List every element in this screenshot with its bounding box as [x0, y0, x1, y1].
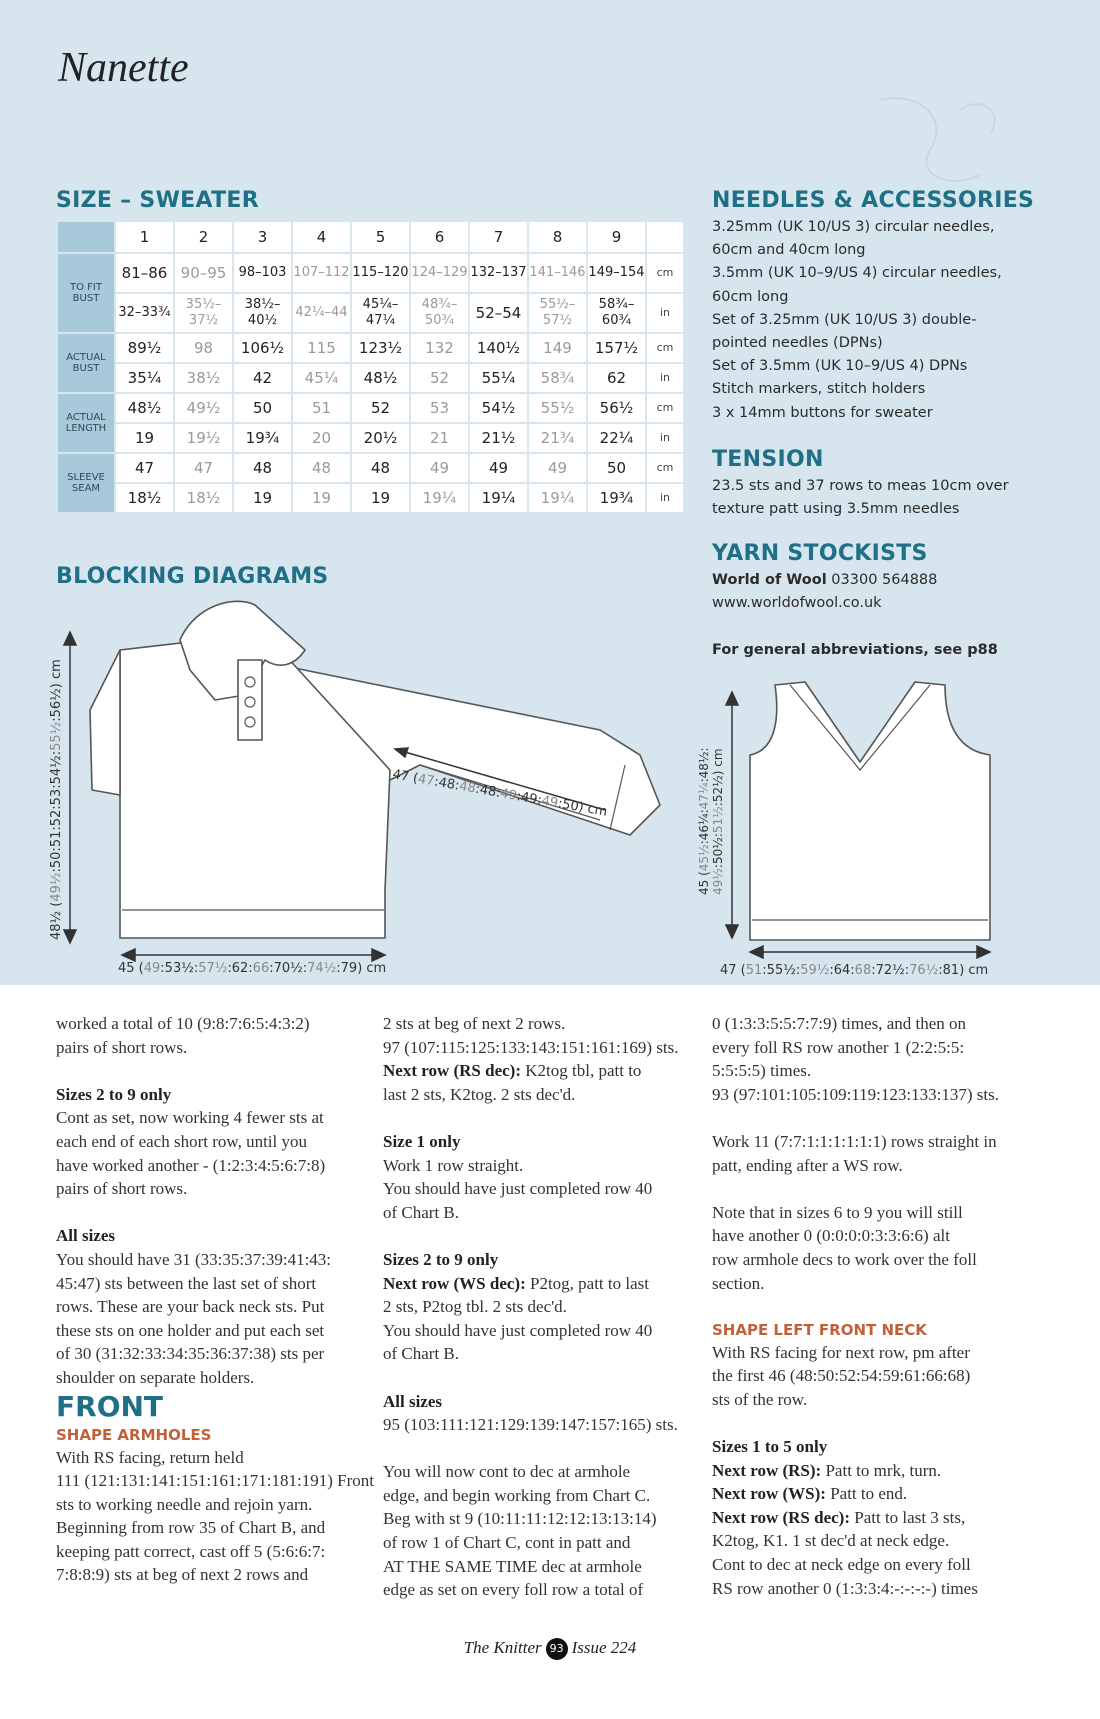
instruction-line — [56, 1036, 374, 1060]
instruction-line — [56, 1295, 374, 1319]
instruction-line — [712, 1506, 999, 1530]
table-cell: 48 — [233, 453, 292, 483]
needles-line: 60cm and 40cm long — [712, 242, 866, 259]
instruction-line — [383, 1484, 678, 1508]
table-cell: 49 — [469, 453, 528, 483]
section-subheading: All sizes — [383, 1391, 443, 1411]
yarn-heading: YARN STOCKISTS — [712, 541, 928, 566]
instruction-line — [712, 1012, 999, 1036]
table-row — [57, 453, 684, 483]
size-number: 6 — [410, 221, 469, 253]
table-cell: 98–103 — [233, 253, 292, 293]
instruction-line — [56, 1563, 374, 1587]
text-run: rows. These are your back neck sts. Put — [56, 1297, 325, 1317]
table-cell: 90–95 — [174, 253, 233, 293]
text-run: You should have 31 ( — [56, 1249, 201, 1269]
table-cell: 115 — [292, 333, 351, 363]
section-subheading: Sizes 2 to 9 only — [383, 1249, 499, 1269]
text-run: row armhole decs to work over the foll — [712, 1249, 977, 1269]
instruction-line — [712, 1529, 999, 1553]
text-run: Cont to dec at neck edge on every foll — [712, 1555, 971, 1575]
text-run: patt, ending after a WS row. — [712, 1155, 903, 1175]
instruction-line — [383, 1555, 678, 1579]
table-cell: 32–33¾ — [115, 293, 174, 333]
table-row — [57, 483, 684, 513]
instruction-line — [383, 1083, 678, 1107]
pattern-column-1 — [56, 1012, 374, 1587]
instruction-line — [712, 1388, 999, 1412]
text-run: shoulder on separate holders. — [56, 1367, 255, 1387]
text-run: Next row (RS dec): — [383, 1061, 526, 1081]
table-cell: 38½ — [174, 363, 233, 393]
instruction-line — [383, 1059, 678, 1083]
text-run: edge, and begin working from Chart C. — [383, 1485, 651, 1505]
table-cell: 140½ — [469, 333, 528, 363]
table-cell: 18½ — [174, 483, 233, 513]
instruction-line — [383, 1154, 678, 1178]
sweater-length-label: 48½ (49½:50:51:52:53:54½:55½:56½) cm — [49, 659, 64, 940]
table-cell: 81–86 — [115, 253, 174, 293]
text-run: 2 sts, P2tog tbl. 2 sts dec'd. — [383, 1297, 567, 1317]
needles-line: 3.25mm (UK 10/US 3) circular needles, — [712, 219, 995, 235]
text-run: worked a total of 10 ( — [56, 1014, 203, 1033]
table-cell: 19¼ — [410, 483, 469, 513]
instruction-line — [383, 1342, 678, 1366]
section-subheading: Sizes 2 to 9 only — [56, 1084, 172, 1104]
text-run: 95 (103:111:121:129:139:147:157:165) sts. — [383, 1415, 678, 1435]
paragraph-gap — [712, 1106, 999, 1130]
needles-line: 3.5mm (UK 10–9/US 4) circular needles, — [712, 265, 1002, 282]
table-row — [57, 253, 684, 293]
instruction-line — [56, 1248, 374, 1272]
table-cell: 48½ — [351, 363, 410, 393]
text-run: pairs of short rows. — [56, 1037, 188, 1057]
table-cell: 38½–40½ — [233, 293, 292, 333]
unit-cell: cm — [646, 333, 684, 363]
unit-cell: in — [646, 483, 684, 513]
instruction-line — [383, 1507, 678, 1531]
paragraph-gap — [383, 1106, 678, 1130]
tension-heading: TENSION — [712, 447, 824, 472]
vest-body — [750, 682, 990, 940]
text-run: 2 sts at beg of next 2 rows. — [383, 1014, 566, 1033]
table-row — [57, 393, 684, 423]
table-cell: 19 — [292, 483, 351, 513]
table-cell: 141–146 — [528, 253, 587, 293]
instruction-line — [383, 1201, 678, 1225]
text-run: 33 — [200, 1249, 218, 1269]
instruction-line — [712, 1224, 999, 1248]
table-cell: 48 — [351, 453, 410, 483]
table-cell: 98 — [174, 333, 233, 363]
text-run: pairs of short rows. — [56, 1179, 188, 1199]
measurement-label: ACTUAL LENGTH — [57, 393, 115, 453]
text-run: of Chart B. — [383, 1344, 460, 1364]
text-run: 111 (121:131:141:151:161:171:181:191) Front — [56, 1471, 374, 1491]
vest-length-label-2: 49½:50½:51½:52½) cm — [711, 748, 725, 895]
sweater-width-label: 45 (49:53½:57½:62:66:70½:74½:79) cm — [118, 961, 387, 976]
instruction-line — [383, 1177, 678, 1201]
text-run: 0 (1:3:3:5:5:7:7:9) times, and then on — [712, 1014, 967, 1033]
tension-line: texture patt using 3.5mm needles — [712, 501, 960, 518]
instruction-line — [712, 1341, 999, 1365]
sweater-left-sleeve — [90, 650, 120, 795]
instruction-line — [383, 1272, 678, 1296]
table-cell: 52 — [410, 363, 469, 393]
text-run: every foll RS row another 1 (2:2:5:5: — [712, 1037, 965, 1057]
text-run: of 30 ( — [56, 1344, 102, 1364]
paragraph-gap — [383, 1366, 678, 1390]
yarn-url[interactable]: www.worldofwool.co.uk — [712, 595, 882, 612]
instruction-line — [383, 1319, 678, 1343]
table-cell: 42 — [233, 363, 292, 393]
yarn-supplier-name: World of Wool — [712, 572, 827, 588]
needles-heading: NEEDLES & ACCESSORIES — [712, 188, 1035, 213]
table-cell: 115–120 — [351, 253, 410, 293]
needles-line: Set of 3.25mm (UK 10/US 3) double- — [712, 311, 977, 328]
instruction-line — [712, 1201, 999, 1225]
table-cell: 22¼ — [587, 423, 646, 453]
table-cell: 48¾–50¾ — [410, 293, 469, 333]
measurement-label: ACTUAL BUST — [57, 333, 115, 393]
text-run: 6 — [242, 1014, 251, 1033]
table-cell: 21½ — [469, 423, 528, 453]
shaping-heading: SHAPE LEFT FRONT NECK — [712, 1320, 927, 1339]
table-cell: 51 — [292, 393, 351, 423]
size-header-row — [57, 221, 684, 253]
instruction-line — [712, 1083, 999, 1107]
size-heading: SIZE – SWEATER — [56, 188, 259, 213]
text-run: Work 1 row straight. — [383, 1155, 524, 1175]
paragraph-gap — [712, 1295, 999, 1319]
table-cell: 47 — [174, 453, 233, 483]
text-run: :8:7: — [211, 1014, 243, 1033]
instruction-line — [56, 1319, 374, 1343]
instruction-line — [56, 1177, 374, 1201]
text-run: RS row another 0 (1:3:3:4:-:-:-:-) times — [712, 1578, 978, 1598]
text-run: 97 (107:115:125:133:143:151:161:169) sts. — [383, 1037, 679, 1057]
instruction-line — [56, 1366, 374, 1390]
table-cell: 49 — [528, 453, 587, 483]
vest-diagram — [690, 670, 1000, 980]
text-run: (1:2:3:4:5:6:7:8) — [212, 1155, 326, 1175]
text-run: K2tog tbl, patt to — [525, 1061, 642, 1081]
table-cell: 50 — [233, 393, 292, 423]
table-corner — [57, 221, 115, 253]
instruction-line — [56, 1130, 374, 1154]
table-row — [57, 293, 684, 333]
table-cell: 56½ — [587, 393, 646, 423]
text-run: You will now cont to dec at armhole — [383, 1462, 631, 1482]
table-cell: 89½ — [115, 333, 174, 363]
text-run: Patt to mrk, turn. — [825, 1460, 942, 1480]
size-number: 4 — [292, 221, 351, 253]
table-cell: 149–154 — [587, 253, 646, 293]
text-run: You should have just completed row 40 — [383, 1320, 653, 1340]
instruction-line — [383, 1460, 678, 1484]
instruction-line — [383, 1531, 678, 1555]
instruction-line — [56, 1516, 374, 1540]
measurement-label: TO FIT BUST — [57, 253, 115, 333]
table-cell: 58¾ — [528, 363, 587, 393]
table-cell: 35½–37½ — [174, 293, 233, 333]
table-cell: 19 — [115, 423, 174, 453]
text-run: Next row (RS): — [712, 1460, 826, 1480]
size-number: 2 — [174, 221, 233, 253]
instruction-line — [712, 1272, 999, 1296]
text-run: the first 46 (48:50:52:54:59:61:66:68) — [712, 1366, 971, 1386]
page-number: 93 — [546, 1638, 568, 1660]
text-run: Beginning from row 35 of Chart B, and — [56, 1518, 326, 1538]
text-run: 31 — [101, 1344, 119, 1364]
size-number: 8 — [528, 221, 587, 253]
instruction-line — [56, 1154, 374, 1178]
text-run: 93 (97:101:105:109:119:123:133:137) sts. — [712, 1084, 999, 1104]
blocking-heading: BLOCKING DIAGRAMS — [56, 564, 329, 589]
unit-cell: in — [646, 423, 684, 453]
table-cell: 47 — [115, 453, 174, 483]
size-table — [56, 220, 685, 514]
instruction-line — [712, 1036, 999, 1060]
table-cell: 19¾ — [233, 423, 292, 453]
table-cell: 49 — [410, 453, 469, 483]
instruction-line — [712, 1553, 999, 1577]
size-number: 5 — [351, 221, 410, 253]
paragraph-gap — [383, 1437, 678, 1461]
text-run: sts to working needle and rejoin yarn. — [56, 1494, 313, 1514]
instruction-line — [56, 1446, 374, 1470]
table-cell: 49½ — [174, 393, 233, 423]
pattern-title: Nanette — [58, 45, 189, 91]
text-run: Patt to end. — [830, 1484, 908, 1504]
text-run: last 2 sts, K2tog. 2 sts dec'd. — [383, 1084, 576, 1104]
text-run: of row 1 of Chart C, cont in patt and — [383, 1533, 631, 1553]
unit-cell: in — [646, 293, 684, 333]
section-subheading: All sizes — [56, 1226, 116, 1246]
table-cell: 132–137 — [469, 253, 528, 293]
page-footer — [0, 1638, 1100, 1660]
text-run: 7:8:8:9) sts at beg of next 2 rows and — [56, 1565, 309, 1585]
instruction-line — [712, 1248, 999, 1272]
needles-line: 3 x 14mm buttons for sweater — [712, 404, 933, 421]
text-run: each end of each short row, until you — [56, 1131, 307, 1151]
measurement-label: SLEEVE SEAM — [57, 453, 115, 513]
text-run: :47) sts between the last set of short — [73, 1273, 317, 1293]
table-row — [57, 333, 684, 363]
table-cell: 50 — [587, 453, 646, 483]
instruction-line — [712, 1154, 999, 1178]
table-cell: 54½ — [469, 393, 528, 423]
unit-cell: in — [646, 363, 684, 393]
size-number: 1 — [115, 221, 174, 253]
instruction-line — [383, 1578, 678, 1602]
instruction-line — [56, 1493, 374, 1517]
text-run: - — [202, 1155, 213, 1175]
text-run: Work 11 (7:7:1:1:1:1:1:1) rows straight in — [712, 1131, 997, 1151]
tension-line: 23.5 sts and 37 rows to meas 10cm over — [712, 478, 1009, 494]
text-run: :5:4:3:2) — [251, 1014, 310, 1033]
table-cell: 149 — [528, 333, 587, 363]
instruction-line — [56, 1540, 374, 1564]
abbreviations-note: For general abbreviations, see p88 — [712, 642, 998, 658]
instruction-line — [383, 1295, 678, 1319]
text-run: With RS facing, return held — [56, 1447, 244, 1467]
table-cell: 19¼ — [469, 483, 528, 513]
section-heading-front: FRONT — [56, 1389, 164, 1423]
instruction-line — [712, 1130, 999, 1154]
yarn-phone: 03300 564888 — [826, 572, 938, 588]
table-cell: 55¼ — [469, 363, 528, 393]
table-cell: 123½ — [351, 333, 410, 363]
paragraph-gap — [712, 1177, 999, 1201]
needles-line: 60cm long — [712, 288, 789, 305]
size-number: 7 — [469, 221, 528, 253]
table-cell: 19¾ — [587, 483, 646, 513]
instruction-line — [56, 1012, 374, 1036]
text-run: 9 — [202, 1014, 212, 1033]
text-run: Patt to last 3 sts, — [854, 1507, 966, 1527]
table-cell: 53 — [410, 393, 469, 423]
text-run: have another 0 (0:0:0:0:3:3:6:6) alt — [712, 1226, 950, 1246]
instruction-line — [712, 1482, 999, 1506]
table-cell: 45¼–47¼ — [351, 293, 410, 333]
table-cell: 20 — [292, 423, 351, 453]
text-run: :35:37:39:41:43: — [217, 1249, 332, 1269]
section-subheading: Sizes 1 to 5 only — [712, 1437, 828, 1457]
unit-cell: cm — [646, 253, 684, 293]
instruction-line — [712, 1059, 999, 1083]
unit-cell: cm — [646, 453, 684, 483]
magazine-name: The Knitter — [463, 1638, 542, 1657]
unit-cell: cm — [646, 393, 684, 423]
text-run: :32:33:34:35:36:37:38) sts per — [118, 1344, 325, 1364]
table-cell: 42¼–44 — [292, 293, 351, 333]
pattern-column-2 — [383, 1012, 678, 1602]
table-cell: 132 — [410, 333, 469, 363]
table-cell: 52 — [351, 393, 410, 423]
table-cell: 52–54 — [469, 293, 528, 333]
tension-text — [712, 475, 1009, 521]
paragraph-gap — [383, 1224, 678, 1248]
needles-line: Stitch markers, stitch holders — [712, 381, 926, 398]
sweater-placket — [238, 660, 262, 740]
paragraph-gap — [712, 1412, 999, 1436]
table-blank — [646, 221, 684, 253]
table-cell: 35¼ — [115, 363, 174, 393]
paragraph-gap — [56, 1059, 374, 1083]
table-cell: 19 — [233, 483, 292, 513]
text-run: With RS facing for next row, pm after — [712, 1342, 970, 1362]
text-run: section. — [712, 1273, 765, 1293]
instruction-line — [712, 1459, 999, 1483]
table-cell: 48½ — [115, 393, 174, 423]
table-cell: 45¼ — [292, 363, 351, 393]
table-cell: 106½ — [233, 333, 292, 363]
instruction-line — [383, 1036, 678, 1060]
instruction-line — [56, 1469, 374, 1493]
needles-line: pointed needles (DPNs) — [712, 335, 883, 352]
instruction-line — [383, 1413, 678, 1437]
table-cell: 124–129 — [410, 253, 469, 293]
size-number: 3 — [233, 221, 292, 253]
table-cell: 55½–57½ — [528, 293, 587, 333]
text-run: AT THE SAME TIME dec at armhole — [383, 1556, 642, 1576]
text-run: sts of the row. — [712, 1389, 808, 1409]
text-run: keeping patt correct, cast off 5 (5:6:6:7: — [56, 1541, 326, 1561]
text-run: Beg with st 9 (10:11:11:12:12:13:13:14) — [383, 1509, 657, 1529]
vest-width-label: 47 (51:55½:59½:64:68:72½:76½:81) cm — [720, 963, 989, 978]
instruction-line — [383, 1012, 678, 1036]
text-run: 45 — [56, 1273, 73, 1293]
text-run: these sts on one holder and put each set — [56, 1320, 325, 1340]
sleeve-seam-label: 47 (47:48:48:48:49:49:49:50) cm — [391, 767, 609, 820]
section-subheading: Size 1 only — [383, 1131, 461, 1151]
pattern-column-3 — [712, 1012, 999, 1600]
text-run: Note that in sizes 6 to 9 you will still — [712, 1202, 963, 1222]
text-run: have worked another — [56, 1155, 203, 1175]
text-run: Cont as set, now working 4 fewer sts at — [56, 1108, 324, 1128]
table-cell: 18½ — [115, 483, 174, 513]
table-cell: 19½ — [174, 423, 233, 453]
text-run: 5:5:5:5) times. — [712, 1061, 812, 1081]
table-cell: 58¾–60¾ — [587, 293, 646, 333]
text-run: K2tog, K1. 1 st dec'd at neck edge. — [712, 1531, 950, 1551]
table-cell: 20½ — [351, 423, 410, 453]
table-cell: 157½ — [587, 333, 646, 363]
instruction-line — [712, 1364, 999, 1388]
paragraph-gap — [56, 1201, 374, 1225]
instruction-line — [712, 1577, 999, 1601]
table-cell: 107–112 — [292, 253, 351, 293]
shaping-heading: SHAPE ARMHOLES — [56, 1425, 212, 1444]
issue-number: Issue 224 — [571, 1638, 637, 1657]
size-number: 9 — [587, 221, 646, 253]
yarn-text — [712, 569, 937, 615]
table-cell: 19¼ — [528, 483, 587, 513]
table-cell: 19 — [351, 483, 410, 513]
table-cell: 55½ — [528, 393, 587, 423]
vest-length-label-1: 45 (45½:46¼:47¼:48½: — [697, 747, 711, 895]
sweater-diagram — [0, 590, 700, 990]
table-cell: 21¾ — [528, 423, 587, 453]
table-row — [57, 363, 684, 393]
table-row — [57, 423, 684, 453]
text-run: Next row (RS dec): — [712, 1507, 855, 1527]
table-cell: 48 — [292, 453, 351, 483]
text-run: P2tog, patt to last — [529, 1273, 649, 1293]
text-run: edge as set on every foll row a total of — [383, 1580, 644, 1600]
text-run: of Chart B. — [383, 1202, 460, 1222]
instruction-line — [56, 1106, 374, 1130]
instruction-line — [56, 1342, 374, 1366]
instruction-line — [56, 1272, 374, 1296]
needles-line: Set of 3.5mm (UK 10–9/US 4) DPNs — [712, 358, 968, 375]
text-run: Next row (WS): — [712, 1484, 831, 1504]
table-cell: 62 — [587, 363, 646, 393]
table-cell: 21 — [410, 423, 469, 453]
text-run: Next row (WS dec): — [383, 1273, 530, 1293]
text-run: You should have just completed row 40 — [383, 1179, 653, 1199]
needles-list — [712, 216, 1002, 425]
